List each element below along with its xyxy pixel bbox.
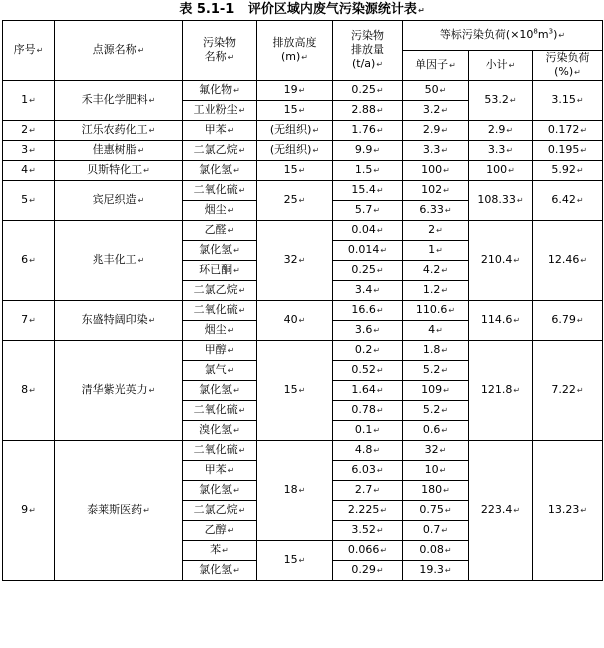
cell-emission: 0.1↵ xyxy=(333,421,403,441)
cell-pollutant: 二氯乙烷↵ xyxy=(183,141,257,161)
cell-no: 9↵ xyxy=(3,441,55,581)
cell-no: 8↵ xyxy=(3,341,55,441)
cell-pollutant: 工业粉尘↵ xyxy=(183,101,257,121)
header-row-1 xyxy=(3,21,603,51)
cell-single: 0.08↵ xyxy=(403,541,469,561)
table-row xyxy=(3,141,603,161)
cell-single: 109↵ xyxy=(403,381,469,401)
cell-pollutant: 二氧化硫↵ xyxy=(183,401,257,421)
cell-source: 江乐农药化工↵ xyxy=(55,121,183,141)
cell-height: 40↵ xyxy=(257,301,333,341)
cell-single: 5.2↵ xyxy=(403,361,469,381)
cell-single: 5.2↵ xyxy=(403,401,469,421)
cell-emission: 4.8↵ xyxy=(333,441,403,461)
cell-pollutant: 二氯乙烷↵ xyxy=(183,281,257,301)
cell-subtotal: 3.3↵ xyxy=(469,141,533,161)
cell-single: 32↵ xyxy=(403,441,469,461)
cell-source: 泰莱斯医药↵ xyxy=(55,441,183,581)
cell-single: 1.2↵ xyxy=(403,281,469,301)
table-row xyxy=(3,81,603,101)
cell-subtotal: 100↵ xyxy=(469,161,533,181)
cell-pollutant: 甲苯↵ xyxy=(183,461,257,481)
cell-subtotal: 108.33↵ xyxy=(469,181,533,221)
cell-source: 贝斯特化工↵ xyxy=(55,161,183,181)
cell-pollutant: 二氧化硫↵ xyxy=(183,181,257,201)
cell-emission: 0.29↵ xyxy=(333,561,403,581)
header-load-group: 等标污染负荷$(\times 10^8m^3)↵$ xyxy=(403,21,603,51)
cell-height: 25↵ xyxy=(257,181,333,221)
cell-subtotal: 210.4↵ xyxy=(469,221,533,301)
caption-label: 表 5.1-1 xyxy=(179,2,235,17)
cell-single: 180↵ xyxy=(403,481,469,501)
cell-no: 1↵ xyxy=(3,81,55,121)
cell-single: 4↵ xyxy=(403,321,469,341)
cell-single: 0.75↵ xyxy=(403,501,469,521)
cell-pollutant: 甲醇↵ xyxy=(183,341,257,361)
cell-emission: 0.25↵ xyxy=(333,261,403,281)
cell-single: 0.6↵ xyxy=(403,421,469,441)
cell-no: 4↵ xyxy=(3,161,55,181)
cell-emission: 16.6↵ xyxy=(333,301,403,321)
header-source: 点源名称↵ xyxy=(55,21,183,81)
cell-emission: 3.6↵ xyxy=(333,321,403,341)
cell-source: 禾丰化学肥料↵ xyxy=(55,81,183,121)
cell-pollutant: 环已酮↵ xyxy=(183,261,257,281)
cell-ratio: 3.15↵ xyxy=(533,81,603,121)
cell-single: 100↵ xyxy=(403,161,469,181)
cell-ratio: 12.46↵ xyxy=(533,221,603,301)
cell-single: 1↵ xyxy=(403,241,469,261)
cell-subtotal: 223.4↵ xyxy=(469,441,533,581)
header-height: 排放高度 (m)↵ xyxy=(257,21,333,81)
cell-single: 1.8↵ xyxy=(403,341,469,361)
cell-emission: 3.52↵ xyxy=(333,521,403,541)
cell-emission: 0.52↵ xyxy=(333,361,403,381)
cell-height: (无组织)↵ xyxy=(257,141,333,161)
cell-emission: 0.25↵ xyxy=(333,81,403,101)
cell-single: 110.6↵ xyxy=(403,301,469,321)
cell-no: 3↵ xyxy=(3,141,55,161)
cell-emission: 0.2↵ xyxy=(333,341,403,361)
cell-height: 15↵ xyxy=(257,161,333,181)
header-subtotal: 小计↵ xyxy=(469,51,533,81)
cell-ratio: 6.79↵ xyxy=(533,301,603,341)
table-row xyxy=(3,161,603,181)
cell-height: 32↵ xyxy=(257,221,333,301)
header-single: 单因子↵ xyxy=(403,51,469,81)
cell-pollutant: 溴化氢↵ xyxy=(183,421,257,441)
cell-pollutant: 二氧化硫↵ xyxy=(183,301,257,321)
cell-no: 5↵ xyxy=(3,181,55,221)
emission-sources-table xyxy=(2,20,603,581)
cell-single: 3.3↵ xyxy=(403,141,469,161)
cell-pollutant: 乙醛↵ xyxy=(183,221,257,241)
cell-pollutant: 二氧化硫↵ xyxy=(183,441,257,461)
cell-source: 清华紫光英力↵ xyxy=(55,341,183,441)
cell-ratio: 7.22↵ xyxy=(533,341,603,441)
cell-emission: 9.9↵ xyxy=(333,141,403,161)
cell-emission: 1.5↵ xyxy=(333,161,403,181)
cell-emission: 0.78↵ xyxy=(333,401,403,421)
cell-emission: 15.4↵ xyxy=(333,181,403,201)
cell-single: 19.3↵ xyxy=(403,561,469,581)
cell-pollutant: 二氯乙烷↵ xyxy=(183,501,257,521)
cell-pollutant: 烟尘↵ xyxy=(183,321,257,341)
cell-ratio: 13.23↵ xyxy=(533,441,603,581)
cell-pollutant: 氯化氢↵ xyxy=(183,481,257,501)
header-pollutant: 污染物 名称↵ xyxy=(183,21,257,81)
cell-emission: 6.03↵ xyxy=(333,461,403,481)
cell-single: 50↵ xyxy=(403,81,469,101)
table-row xyxy=(3,221,603,241)
cell-pollutant: 氯化氢↵ xyxy=(183,561,257,581)
cell-ratio: 5.92↵ xyxy=(533,161,603,181)
table-row xyxy=(3,301,603,321)
table-caption: 表 5.1-1 评价区域内废气污染源统计表↵ xyxy=(179,2,425,17)
cell-emission: 5.7↵ xyxy=(333,201,403,221)
cell-single: 102↵ xyxy=(403,181,469,201)
cell-emission: 2.7↵ xyxy=(333,481,403,501)
cell-height: 15↵ xyxy=(257,341,333,441)
cell-emission: 1.76↵ xyxy=(333,121,403,141)
cell-emission: 3.4↵ xyxy=(333,281,403,301)
cell-height: 18↵ xyxy=(257,441,333,541)
cell-pollutant: 氯化氢↵ xyxy=(183,381,257,401)
header-emission: 污染物 排放量 (t/a)↵ xyxy=(333,21,403,81)
cell-no: 7↵ xyxy=(3,301,55,341)
cell-pollutant: 烟尘↵ xyxy=(183,201,257,221)
cell-height: 19↵ xyxy=(257,81,333,101)
cell-pollutant: 氯化氢↵ xyxy=(183,161,257,181)
cell-single: 6.33↵ xyxy=(403,201,469,221)
cell-pollutant: 氟化物↵ xyxy=(183,81,257,101)
cell-source: 兆丰化工↵ xyxy=(55,221,183,301)
cell-pollutant: 乙醇↵ xyxy=(183,521,257,541)
cell-source: 宾尼织造↵ xyxy=(55,181,183,221)
cell-height: 15↵ xyxy=(257,101,333,121)
cell-no: 2↵ xyxy=(3,121,55,141)
cell-source: 佳惠树脂↵ xyxy=(55,141,183,161)
header-no: 序号↵ xyxy=(3,21,55,81)
caption-text: 评价区域内废气污染源统计表 xyxy=(247,2,417,17)
header-ratio: 污染负荷 (%)↵ xyxy=(533,51,603,81)
cell-no: 6↵ xyxy=(3,221,55,301)
table-row xyxy=(3,181,603,201)
cell-pollutant: 甲苯↵ xyxy=(183,121,257,141)
cell-subtotal: 121.8↵ xyxy=(469,341,533,441)
cell-subtotal: 114.6↵ xyxy=(469,301,533,341)
cell-single: 0.7↵ xyxy=(403,521,469,541)
cell-subtotal: 53.2↵ xyxy=(469,81,533,121)
cell-pollutant: 苯↵ xyxy=(183,541,257,561)
table-row xyxy=(3,121,603,141)
cell-pollutant: 氯气↵ xyxy=(183,361,257,381)
cell-single: 2.9↵ xyxy=(403,121,469,141)
cell-single: 10↵ xyxy=(403,461,469,481)
cell-pollutant: 氯化氢↵ xyxy=(183,241,257,261)
cell-ratio: 6.42↵ xyxy=(533,181,603,221)
cell-height: (无组织)↵ xyxy=(257,121,333,141)
cell-emission: 2.88↵ xyxy=(333,101,403,121)
cell-emission: 0.014↵ xyxy=(333,241,403,261)
table-row xyxy=(3,441,603,461)
cell-emission: 0.066↵ xyxy=(333,541,403,561)
cell-height: 15↵ xyxy=(257,541,333,581)
cell-ratio: 0.195↵ xyxy=(533,141,603,161)
cell-single: 2↵ xyxy=(403,221,469,241)
cell-source: 东盛特阔印染↵ xyxy=(55,301,183,341)
cell-emission: 1.64↵ xyxy=(333,381,403,401)
cell-single: 4.2↵ xyxy=(403,261,469,281)
cell-subtotal: 2.9↵ xyxy=(469,121,533,141)
table-row xyxy=(3,341,603,361)
cell-emission: 2.225↵ xyxy=(333,501,403,521)
cell-ratio: 0.172↵ xyxy=(533,121,603,141)
cell-single: 3.2↵ xyxy=(403,101,469,121)
cell-emission: 0.04↵ xyxy=(333,221,403,241)
